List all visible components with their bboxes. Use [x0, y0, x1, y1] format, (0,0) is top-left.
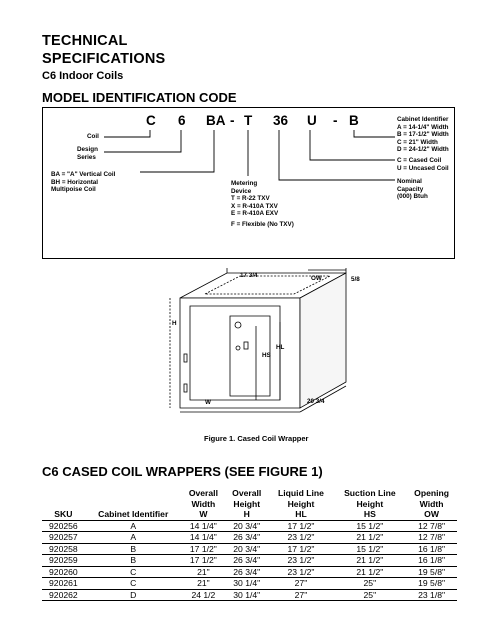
cell-ow: 16 1/8" [406, 543, 457, 555]
cell-cabinet: D [85, 589, 182, 601]
cell-h: 20 3/4" [225, 520, 268, 532]
cell-w: 17 1/2" [182, 543, 225, 555]
cell-ow: 23 1/8" [406, 589, 457, 601]
header-top-sku [42, 488, 85, 499]
cell-hs: 21 1/2" [334, 566, 407, 578]
table-title: C6 CASED COIL WRAPPERS (SEE FIGURE 1) [42, 464, 323, 479]
label-design: Design [77, 146, 98, 153]
header-top-hs: Suction Line [344, 488, 396, 498]
header-mid-h: Height [233, 498, 261, 509]
cell-hl: 23 1/2" [268, 555, 333, 567]
dim-20-3-4: 20 3/4 [307, 398, 325, 405]
cell-cabinet: A [85, 520, 182, 532]
header-cabinet: Cabinet Identifier [85, 509, 182, 520]
label-design-series [77, 146, 98, 161]
section-subtitle: C6 Indoor Coils [42, 70, 124, 82]
cell-hl: 23 1/2" [268, 566, 333, 578]
table-header-row-1 [42, 488, 457, 499]
cell-sku: 920258 [42, 543, 85, 555]
cell-ow: 19 5/8" [406, 578, 457, 590]
cell-cabinet: B [85, 543, 182, 555]
dim-hs: HS [262, 352, 271, 359]
table-header-row-2 [42, 499, 457, 510]
code-capacity: 36 [273, 113, 289, 128]
cell-h: 26 3/4" [225, 555, 268, 567]
capacity-nominal: Nominal [397, 178, 422, 185]
header-mid-hl: Height [287, 498, 315, 509]
cell-h: 26 3/4" [225, 566, 268, 578]
cell-w: 14 1/4" [182, 520, 225, 532]
cell-cabinet: C [85, 578, 182, 590]
cell-hl: 23 1/2" [268, 532, 333, 544]
cell-w: 17 1/2" [182, 555, 225, 567]
header-sku: SKU [42, 509, 85, 520]
code-ba: BA [206, 113, 226, 128]
title-line-2: SPECIFICATIONS [42, 51, 166, 67]
cell-sku: 920260 [42, 566, 85, 578]
header-mid-sku [42, 499, 85, 510]
cell-sku: 920259 [42, 555, 85, 567]
metering-f: F = Flexible (No TXV) [231, 220, 294, 228]
cell-w: 21" [182, 578, 225, 590]
cell-ow: 16 1/8" [406, 555, 457, 567]
cased-c: C = Cased Coil [397, 157, 442, 164]
metering-title: Metering [231, 180, 258, 187]
metering-t: T = R-22 TXV [231, 195, 270, 203]
capacity-capacity: Capacity [397, 185, 424, 193]
code-dash-2: - [333, 113, 338, 128]
cell-cabinet: B [85, 555, 182, 567]
code-t: T [244, 113, 253, 128]
code-c: C [146, 113, 156, 128]
cell-h: 30 1/4" [225, 589, 268, 601]
cell-sku: 920261 [42, 578, 85, 590]
metering-e: E = R-410A EXV [231, 210, 279, 218]
cell-sku: 920256 [42, 520, 85, 532]
label-series: Series [77, 153, 96, 161]
cased-coil-wrapper-drawing [160, 268, 360, 418]
figure-caption: Figure 1. Cased Coil Wrapper [204, 434, 309, 443]
cell-w: 21" [182, 566, 225, 578]
cell-hl: 17 1/2" [268, 520, 333, 532]
coil-type-ba: BA = "A" Vertical Coil [51, 171, 116, 178]
dim-w: W [205, 399, 211, 406]
code-u: U [307, 113, 317, 128]
label-coil: Coil [87, 133, 99, 140]
header-w: W [182, 509, 225, 520]
cell-hs: 15 1/2" [334, 543, 407, 555]
cabinet-c: C = 21" Width [397, 138, 438, 146]
table-row [42, 566, 457, 578]
cell-ow: 12 7/8" [406, 532, 457, 544]
cell-hl: 27" [268, 589, 333, 601]
dim-17-3-4: 17 3/4 [240, 272, 258, 279]
cell-h: 30 1/4" [225, 578, 268, 590]
label-coil-type [51, 171, 115, 194]
header-top-ow: Opening [414, 488, 449, 498]
cell-ow: 19 5/8" [406, 566, 457, 578]
table-row [42, 543, 457, 555]
table-row [42, 520, 457, 532]
header-hs: HS [334, 509, 407, 520]
table-header-row-3 [42, 509, 457, 520]
cell-ow: 12 7/8" [406, 520, 457, 532]
header-mid-cabinet [85, 499, 182, 510]
cell-hs: 25" [334, 578, 407, 590]
header-ow: OW [406, 509, 457, 520]
table-row [42, 578, 457, 590]
model-code-heading: MODEL IDENTIFICATION CODE [42, 90, 237, 105]
dim-5-8: 5/8 [351, 276, 360, 283]
header-top-cabinet [85, 488, 182, 499]
table-row [42, 532, 457, 544]
cell-hs: 21 1/2" [334, 555, 407, 567]
cell-w: 24 1/2 [182, 589, 225, 601]
cabinet-b: B = 17-1/2" Width [397, 131, 449, 139]
title-line-1: TECHNICAL [42, 33, 128, 49]
header-mid-hs: Height [356, 498, 384, 509]
cell-hs: 25" [334, 589, 407, 601]
label-capacity [397, 178, 428, 201]
cabinet-d: D = 24-1/2" Width [397, 146, 449, 154]
label-cased [397, 157, 449, 172]
cabinet-a: A = 14-1/4" Width [397, 123, 449, 131]
dim-hl: HL [276, 344, 285, 351]
cell-hs: 15 1/2" [334, 520, 407, 532]
coil-type-multipoise: Multipoise Coil [51, 186, 96, 194]
header-top-hl: Liquid Line [278, 488, 324, 498]
header-hl: HL [268, 509, 333, 520]
cell-sku: 920262 [42, 589, 85, 601]
cell-cabinet: A [85, 532, 182, 544]
cell-w: 14 1/4" [182, 532, 225, 544]
cell-cabinet: C [85, 566, 182, 578]
metering-x: X = R-410A TXV [231, 202, 278, 210]
cased-u: U = Uncased Coil [397, 164, 449, 172]
label-cabinet [397, 116, 449, 154]
code-dash-1: - [230, 113, 235, 128]
label-metering [231, 180, 294, 229]
dim-ow: OW [311, 275, 322, 282]
cell-hl: 27" [268, 578, 333, 590]
table-row [42, 555, 457, 567]
header-mid-w: Width [191, 498, 216, 509]
header-mid-ow: Width [419, 498, 444, 509]
cell-h: 26 3/4" [225, 532, 268, 544]
capacity-units: (000) Btuh [397, 193, 428, 201]
cell-h: 20 3/4" [225, 543, 268, 555]
cell-hs: 21 1/2" [334, 532, 407, 544]
table-row [42, 589, 457, 601]
cell-sku: 920257 [42, 532, 85, 544]
header-top-h: Overall [232, 488, 262, 498]
coil-type-bh: BH = Horizontal [51, 178, 99, 186]
metering-device: Device [231, 187, 252, 195]
cabinet-title: Cabinet Identifier [397, 116, 449, 123]
dim-h: H [172, 320, 177, 327]
code-b: B [349, 113, 359, 128]
wrapper-specs-table [42, 488, 457, 601]
header-top-w: Overall [188, 488, 218, 498]
header-h: H [225, 509, 268, 520]
cell-hl: 17 1/2" [268, 543, 333, 555]
code-6: 6 [178, 113, 186, 128]
